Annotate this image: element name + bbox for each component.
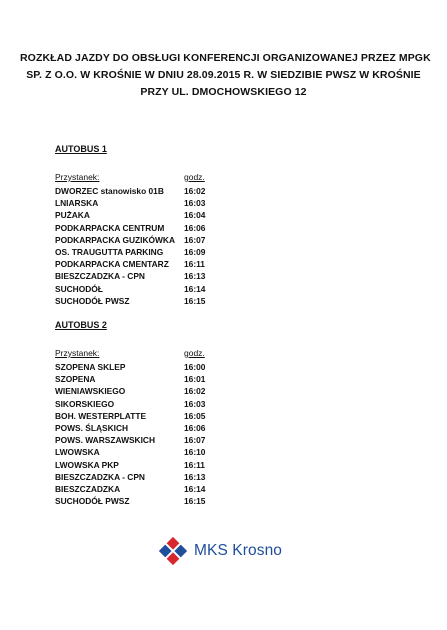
departure-time: 16:06: [184, 422, 206, 433]
bus-1-heading: AUTOBUS 1: [55, 144, 107, 154]
bus-1-rows: [55, 185, 355, 307]
stop-name: BIESZCZADZKA - CPN: [55, 271, 145, 282]
time-column-header: godz.: [184, 172, 205, 182]
schedule-row: [55, 185, 355, 197]
departure-time: 16:10: [184, 447, 206, 458]
stop-name: OS. TRAUGUTTA PARKING: [55, 246, 164, 257]
departure-time: 16:01: [184, 374, 206, 385]
bus-2-heading: AUTOBUS 2: [55, 320, 107, 330]
departure-time: 16:06: [184, 222, 206, 233]
schedule-row: [55, 373, 355, 385]
departure-time: 16:09: [184, 246, 206, 257]
departure-time: 16:05: [184, 410, 206, 421]
schedule-row: [55, 459, 355, 471]
stop-name: BIESZCZADZKA: [55, 483, 121, 494]
departure-time: 16:11: [184, 459, 205, 470]
schedule-row: [55, 295, 355, 307]
stop-name: LWOWSKA: [55, 447, 100, 458]
stop-column-header: Przystanek:: [55, 172, 100, 182]
schedule-row: [55, 471, 355, 483]
time-column-header: godz.: [184, 348, 205, 358]
schedule-row: [55, 246, 355, 258]
departure-time: 16:07: [184, 234, 206, 245]
departure-time: 16:11: [184, 259, 205, 270]
stop-name: POWS. WARSZAWSKICH: [55, 435, 156, 446]
schedule-row: [55, 398, 355, 410]
schedule-row: [55, 385, 355, 397]
departure-time: 16:02: [184, 186, 206, 196]
stop-name: SZOPENA SKLEP: [55, 362, 126, 372]
schedule-row: [55, 270, 355, 282]
document-title: [20, 50, 431, 101]
schedule-row: [55, 446, 355, 458]
stop-name: POWS. ŚLĄSKICH: [55, 422, 129, 433]
stop-name: PODKARPACKA CENTRUM: [55, 222, 165, 233]
schedule-row: [55, 197, 355, 209]
stop-name: LWOWSKA PKP: [55, 459, 119, 470]
stop-name: SUCHODÓŁ: [55, 283, 103, 294]
schedule-row: [55, 209, 355, 221]
stop-name: SZOPENA: [55, 374, 96, 385]
stop-column-header: Przystanek:: [55, 348, 100, 358]
schedule-row: [55, 258, 355, 270]
bus-1-table-header: [55, 172, 355, 182]
diamond-grid-logo-icon: [158, 536, 188, 566]
departure-time: 16:15: [184, 295, 206, 306]
stop-name: WIENIAWSKIEGO: [55, 386, 126, 397]
schedule-row: [55, 283, 355, 295]
stop-name: DWORZEC stanowisko 01B: [55, 186, 164, 196]
logo-text: MKS Krosno: [194, 542, 283, 559]
schedule-row: [55, 434, 355, 446]
stop-name: BIESZCZADZKA - CPN: [55, 471, 145, 482]
departure-time: 16:13: [184, 471, 206, 482]
bus-2-table-header: [55, 348, 355, 358]
bus-2-schedule: [55, 320, 355, 507]
stop-name: BOH. WESTERPLATTE: [55, 410, 147, 421]
departure-time: 16:03: [184, 198, 206, 209]
stop-name: SIKORSKIEGO: [55, 398, 115, 409]
stop-name: LNIARSKA: [55, 198, 99, 209]
departure-time: 16:13: [184, 271, 206, 282]
departure-time: 16:14: [184, 283, 206, 294]
schedule-row: [55, 222, 355, 234]
departure-time: 16:07: [184, 435, 206, 446]
stop-name: SUCHODÓŁ PWSZ: [55, 496, 130, 507]
mks-krosno-logo: [158, 536, 282, 566]
departure-time: 16:03: [184, 398, 206, 409]
schedule-row: [55, 483, 355, 495]
departure-time: 16:00: [184, 362, 206, 372]
title-line-3: PRZY UL. DMOCHOWSKIEGO 12: [140, 86, 307, 98]
schedule-row: [55, 410, 355, 422]
stop-name: SUCHODÓŁ PWSZ: [55, 295, 130, 306]
stop-name: PUŻAKA: [55, 210, 90, 221]
bus-2-rows: [55, 361, 355, 507]
departure-time: 16:02: [184, 386, 206, 397]
title-line-2: SP. Z O.O. W KROŚNIE W DNIU 28.09.2015 R. W SIEDZIBIE PWSZ W KROŚNIE: [26, 69, 421, 81]
departure-time: 16:14: [184, 483, 206, 494]
departure-time: 16:15: [184, 496, 206, 507]
title-line-1: ROZKŁAD JAZDY DO OBSŁUGI KONFERENCJI ORGANIZOWANEJ PRZEZ MPGK: [20, 52, 431, 64]
schedule-row: [55, 422, 355, 434]
schedule-row: [55, 361, 355, 373]
stop-name: PODKARPACKA CMENTARZ: [55, 259, 169, 270]
schedule-row: [55, 495, 355, 507]
stop-name: PODKARPACKA GUZIKÓWKA: [55, 234, 176, 245]
departure-time: 16:04: [184, 210, 206, 221]
schedule-row: [55, 234, 355, 246]
bus-1-schedule: [55, 144, 355, 307]
